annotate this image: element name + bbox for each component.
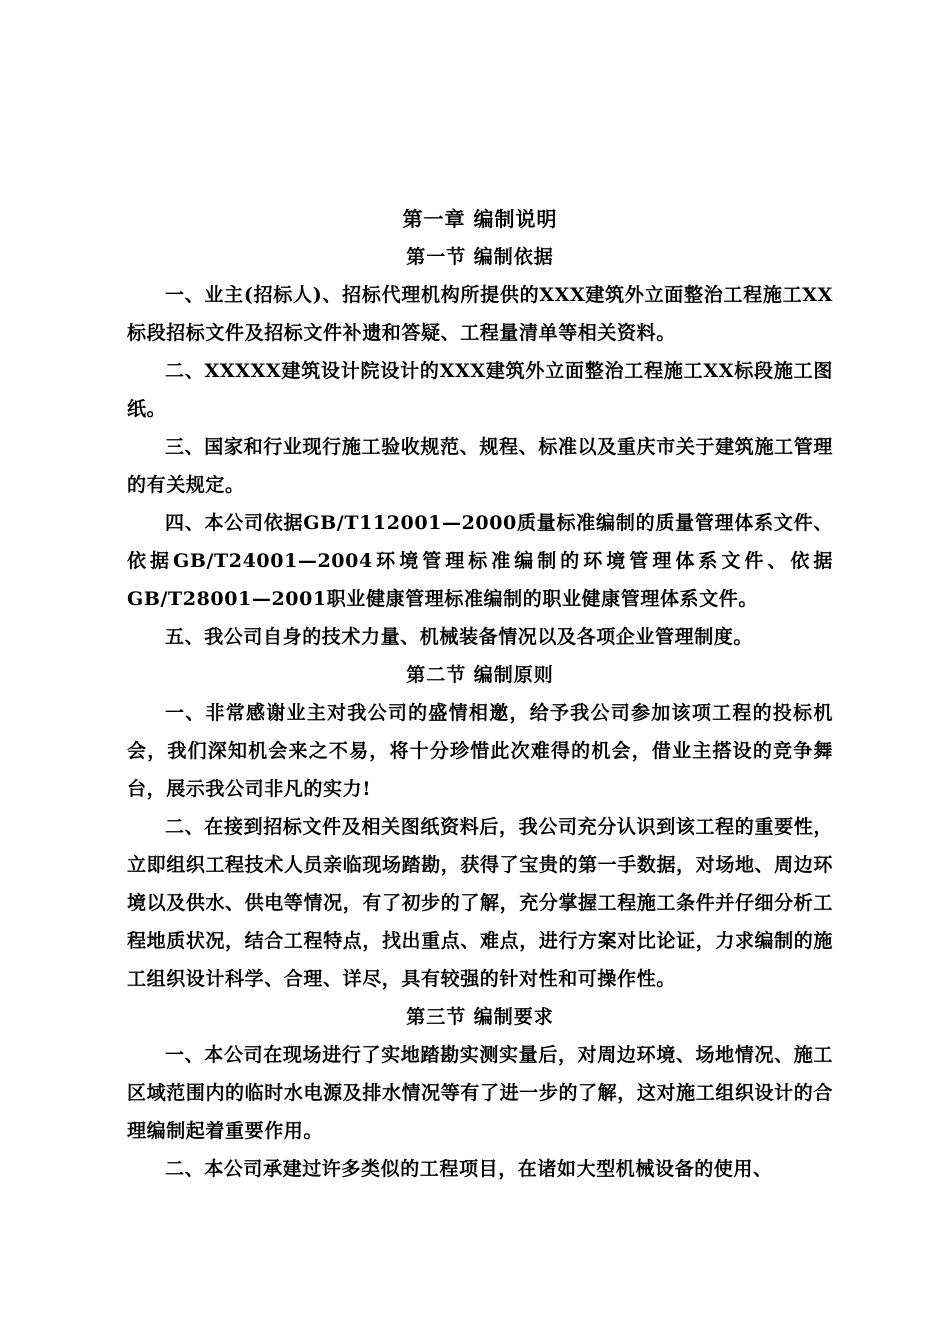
paragraph: 一、非常感谢业主对我公司的盛情相邀，给予我公司参加该项工程的投标机会，我们深知机会来之不易，将十分珍惜此次难得的机会，借业主搭设的竞争舞台，展示我公司非凡的实力! xyxy=(127,702,833,800)
section-title-1: 第一节 编制依据 xyxy=(406,246,554,268)
paragraph: 二、本公司承建过许多类似的工程项目，在诸如大型机械设备的使用、 xyxy=(165,1158,773,1180)
paragraph: 五、我公司自身的技术力量、机械装备情况以及各项企业管理制度。 xyxy=(165,626,754,648)
paragraph: 二、在接到招标文件及相关图纸资料后，我公司充分认识到该工程的重要性，立即组织工程技术人员亲临现场踏勘，获得了宝贵的第一手数据，对场地、周边环境以及供水、供电等情况，有了初步的了解，充分掌握工程施工条件并仔细分析工程地质状况，结合工程特点，找出重点、难点，进行方案对比论证，力求编制的施工组织设计科学、合理、详尽，具有较强的针对性和可操作性。 xyxy=(127,816,833,990)
paragraph: 一、本公司在现场进行了实地踏勘实测实量后，对周边环境、场地情况、施工区域范围内的临时水电源及排水情况等有了进一步的了解，这对施工组织设计的合理编制起着重要作用。 xyxy=(127,1044,833,1142)
paragraph: 一、业主(招标人)、招标代理机构所提供的XXX建筑外立面整治工程施工XX标段招标文件及招标文件补遗和答疑、工程量清单等相关资料。 xyxy=(127,284,833,344)
section-title-2: 第二节 编制原则 xyxy=(406,664,554,686)
paragraph: 二、XXXXX建筑设计院设计的XXX建筑外立面整治工程施工XX标段施工图纸。 xyxy=(127,360,833,420)
document-body xyxy=(127,200,833,1188)
section-title-3: 第三节 编制要求 xyxy=(406,1006,554,1028)
paragraph: 四、本公司依据GB/T112001—2000质量标准编制的质量管理体系文件、依据GB/T24001—2004环境管理标准编制的环境管理体系文件、依据GB/T28001—2001职业健康管理标准编制的职业健康管理体系文件。 xyxy=(127,512,833,610)
chapter-title: 第一章 编制说明 xyxy=(402,207,558,231)
paragraph: 三、国家和行业现行施工验收规范、规程、标准以及重庆市关于建筑施工管理的有关规定。 xyxy=(127,436,833,496)
